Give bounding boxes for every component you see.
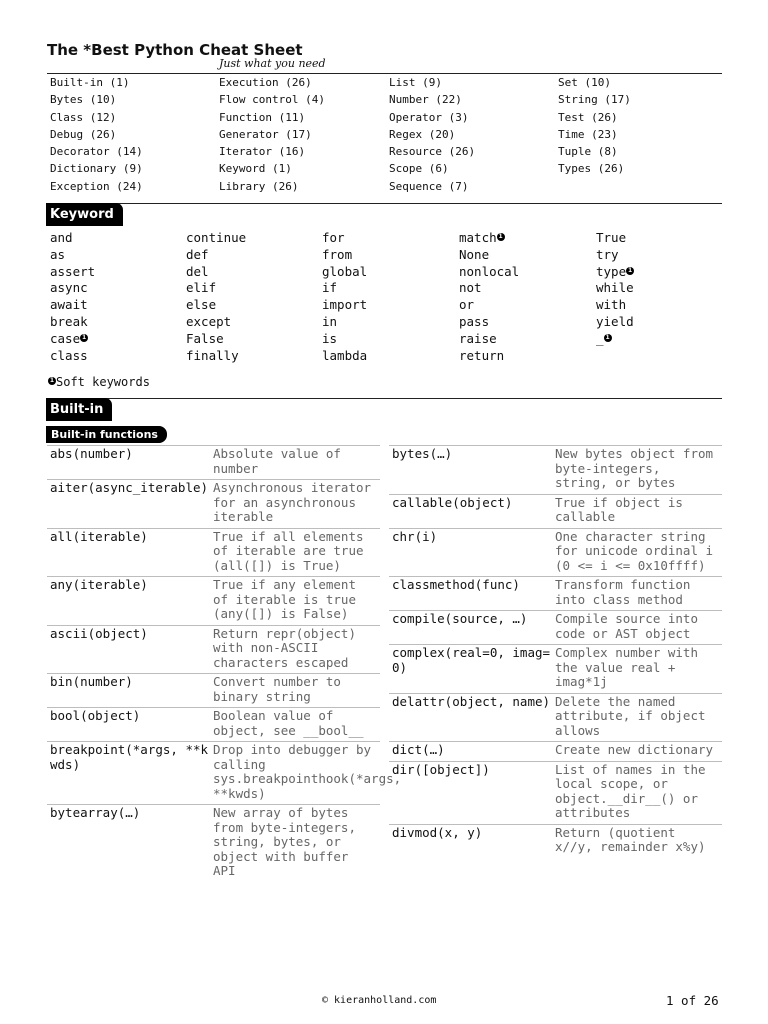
- function-description: Complex number with the value real + imag*1j: [555, 645, 698, 689]
- keyword-text: and: [50, 230, 73, 245]
- keyword-item: [459, 314, 519, 331]
- toc-link[interactable]: Regex (20): [389, 127, 456, 141]
- toc-link[interactable]: Dictionary (9): [50, 162, 143, 176]
- function-signature: complex(real=0, imag=0): [392, 645, 551, 675]
- toc-column: [50, 76, 143, 197]
- header-rule: [47, 73, 722, 74]
- keyword-item: [186, 280, 246, 297]
- keyword-text: pass: [459, 313, 490, 329]
- function-description: Convert number to binary string: [213, 674, 341, 704]
- keyword-text: assert: [50, 263, 96, 279]
- function-description: Transform function into class method: [555, 577, 691, 607]
- keyword-item: [322, 280, 367, 297]
- soft-keywords-label: Soft keywords: [56, 375, 150, 389]
- keyword-item: [186, 247, 246, 264]
- function-row: [47, 479, 380, 528]
- function-signature: classmethod(func): [392, 577, 520, 592]
- function-signature: abs(number): [50, 446, 133, 461]
- function-signature: bytearray(…): [50, 805, 141, 820]
- keyword-text: match: [459, 230, 497, 245]
- keyword-text: with: [596, 297, 627, 313]
- keyword-text: nonlocal: [459, 263, 520, 279]
- keyword-item: [596, 331, 634, 348]
- keyword-item: [322, 230, 367, 247]
- soft-keywords-note: [48, 375, 150, 389]
- function-description: Boolean value of object, see __bool__: [213, 708, 364, 738]
- keyword-item: [596, 280, 634, 297]
- function-signature: dir([object]): [392, 761, 490, 777]
- toc-link[interactable]: Resource (26): [389, 145, 476, 159]
- keyword-text: if: [322, 280, 338, 296]
- function-signature: any(iterable): [50, 577, 148, 592]
- function-row: [389, 494, 722, 528]
- soft-keyword-marker-icon: 1: [498, 233, 503, 240]
- keyword-text: raise: [459, 330, 497, 346]
- keyword-text: else: [186, 297, 217, 313]
- function-description: Compile source into code or AST object: [555, 611, 698, 641]
- function-signature: bin(number): [50, 674, 133, 689]
- keyword-column: [186, 230, 246, 364]
- function-row: [389, 610, 722, 644]
- keyword-text: try: [596, 246, 619, 262]
- keyword-item: [322, 264, 367, 281]
- keyword-item: [186, 348, 246, 365]
- function-description: Delete the named attribute, if object allows: [555, 693, 706, 738]
- keyword-text: import: [322, 297, 368, 313]
- keyword-item: [50, 230, 95, 247]
- keyword-item: [459, 247, 519, 264]
- keyword-text: while: [596, 280, 634, 296]
- toc-link[interactable]: Bytes (10): [50, 93, 117, 107]
- keyword-text: def: [186, 246, 209, 262]
- toc-link[interactable]: Keyword (1): [219, 162, 292, 176]
- keyword-text: async: [50, 280, 88, 296]
- function-row: [47, 673, 380, 707]
- keyword-item: [186, 297, 246, 314]
- keyword-text: type: [596, 263, 627, 279]
- keyword-item: [50, 348, 95, 365]
- keyword-item: [186, 314, 246, 331]
- function-signature: callable(object): [392, 494, 513, 510]
- keyword-text: lambda: [322, 347, 368, 363]
- toc-link[interactable]: Execution (26): [219, 76, 312, 89]
- function-signature: compile(source, …): [392, 611, 528, 626]
- function-row: [389, 576, 722, 610]
- keyword-text: _: [596, 330, 604, 346]
- function-row: [47, 528, 380, 577]
- keyword-rule: [47, 203, 722, 204]
- keyword-item: [50, 297, 95, 314]
- keyword-item: [186, 264, 246, 281]
- function-signature: aiter(async_iterable): [50, 480, 209, 495]
- keyword-item: [186, 331, 246, 348]
- toc-link[interactable]: Time (23): [558, 127, 618, 141]
- keyword-item: [596, 297, 634, 314]
- function-description: True if object is callable: [555, 494, 683, 524]
- keyword-text: finally: [186, 347, 239, 363]
- keyword-text: global: [322, 263, 368, 279]
- keyword-item: [50, 264, 95, 281]
- keyword-column: [596, 230, 634, 348]
- function-signature: ascii(object): [50, 625, 148, 641]
- keyword-text: case: [50, 330, 81, 346]
- toc-link[interactable]: Exception (24): [50, 179, 143, 193]
- keyword-item: [459, 230, 519, 247]
- function-description: List of names in the local scope, or object.__dir__() or attributes: [555, 761, 706, 820]
- keyword-item: [322, 314, 367, 331]
- function-description: True if any element of iterable is true (any([]) is False): [213, 577, 356, 621]
- keyword-item: [596, 230, 634, 247]
- function-description: One character string for unicode ordinal i (0 <= i <= 0x10ffff): [555, 528, 714, 573]
- function-row: [389, 824, 722, 858]
- function-row: [389, 761, 722, 824]
- function-row: [47, 804, 380, 882]
- footer-site: © kieranholland.com: [322, 995, 437, 1006]
- builtin-functions-right-table: [389, 445, 722, 858]
- function-row: [389, 528, 722, 577]
- footer-page-number: 1 of 26: [666, 993, 719, 1008]
- toc-link[interactable]: Generator (17): [219, 127, 312, 141]
- function-description: Return repr(object) with non-ASCII characters escaped: [213, 625, 356, 670]
- builtin-functions-tag: Built-in functions: [46, 426, 167, 443]
- function-description: New bytes object from byte-integers, string, or bytes: [555, 446, 714, 490]
- keyword-item: [50, 280, 95, 297]
- keyword-item: [322, 331, 367, 348]
- toc-link[interactable]: String (17): [558, 93, 631, 107]
- keyword-text: class: [50, 347, 88, 363]
- keyword-column: [459, 230, 519, 364]
- builtin-section-tag: Built-in: [46, 398, 112, 421]
- function-row: [47, 576, 380, 625]
- keyword-item: [459, 348, 519, 365]
- keyword-text: is: [322, 330, 338, 346]
- toc-link[interactable]: Debug (26): [50, 127, 117, 141]
- function-signature: divmod(x, y): [392, 824, 483, 840]
- page-title: The *Best Python Cheat Sheet: [47, 41, 303, 59]
- keyword-text: continue: [186, 230, 247, 245]
- soft-keyword-marker-icon: 1: [82, 333, 87, 341]
- toc-link[interactable]: Tuple (8): [558, 145, 618, 159]
- function-description: True if all elements of iterable are true (all([]) is True): [213, 528, 364, 573]
- toc-column: [389, 76, 475, 197]
- toc-link[interactable]: Scope (6): [389, 162, 449, 176]
- keyword-text: not: [459, 280, 482, 296]
- function-description: Return (quotient x//y, remainder x%y): [555, 824, 706, 854]
- keyword-text: None: [459, 246, 490, 262]
- keyword-text: except: [186, 313, 232, 329]
- function-row: [47, 741, 402, 804]
- keyword-item: [50, 247, 95, 264]
- keyword-text: for: [322, 230, 345, 245]
- keyword-column: [50, 230, 95, 364]
- keyword-item: [50, 314, 95, 331]
- function-row: [389, 445, 722, 494]
- keyword-text: True: [596, 230, 627, 245]
- function-signature: breakpoint(*args, **kwds): [50, 742, 209, 772]
- function-signature: delattr(object, name): [392, 693, 551, 709]
- keyword-item: [596, 247, 634, 264]
- keyword-text: as: [50, 246, 66, 262]
- keyword-text: await: [50, 297, 88, 313]
- toc-column: [219, 76, 325, 197]
- keyword-text: return: [459, 347, 505, 363]
- toc-link[interactable]: Types (26): [558, 162, 625, 176]
- keyword-item: [322, 247, 367, 264]
- keyword-section-tag: Keyword: [46, 203, 123, 226]
- builtin-rule: [47, 398, 722, 399]
- soft-keyword-marker-icon: 1: [628, 266, 633, 274]
- keyword-item: [459, 280, 519, 297]
- keyword-text: del: [186, 263, 209, 279]
- soft-keyword-marker-icon: 1: [605, 333, 610, 341]
- soft-keyword-marker-icon: 1: [49, 377, 55, 384]
- function-signature: bytes(…): [392, 446, 453, 461]
- keyword-item: [322, 297, 367, 314]
- keyword-text: from: [322, 246, 353, 262]
- function-row: [389, 693, 722, 742]
- toc-link[interactable]: Flow control (4): [219, 93, 325, 107]
- toc-link[interactable]: Test (26): [558, 110, 618, 124]
- keyword-text: or: [459, 297, 475, 313]
- toc-link[interactable]: List (9): [389, 76, 442, 89]
- function-signature: chr(i): [392, 528, 438, 544]
- function-row: [47, 707, 380, 741]
- keyword-item: [596, 264, 634, 281]
- toc-link[interactable]: Operator (3): [389, 110, 469, 124]
- keyword-text: yield: [596, 313, 634, 329]
- keyword-text: break: [50, 313, 88, 329]
- toc-link[interactable]: Set (10): [558, 76, 611, 89]
- toc-link[interactable]: Function (11): [219, 110, 306, 124]
- function-row: [47, 445, 380, 479]
- toc-link[interactable]: Decorator (14): [50, 145, 143, 159]
- function-row: [47, 625, 380, 674]
- toc-link[interactable]: Sequence (7): [389, 179, 469, 193]
- keyword-item: [186, 230, 246, 247]
- keyword-text: elif: [186, 280, 217, 296]
- toc-link[interactable]: Built-in (1): [50, 76, 130, 89]
- function-signature: all(iterable): [50, 528, 148, 544]
- function-description: Absolute value of number: [213, 446, 341, 476]
- keyword-text: False: [186, 330, 224, 346]
- function-description: Asynchronous iterator for an asynchronous iterable: [213, 480, 372, 524]
- function-description: Create new dictionary: [555, 742, 714, 757]
- keyword-item: [322, 348, 367, 365]
- keyword-item: [596, 314, 634, 331]
- toc-link[interactable]: Class (12): [50, 110, 117, 124]
- function-row: [389, 644, 722, 693]
- toc-column: [558, 76, 631, 180]
- function-signature: bool(object): [50, 708, 141, 723]
- keyword-item: [459, 297, 519, 314]
- function-description: Drop into debugger by calling sys.breakpointhook(*args, **kwds): [213, 742, 402, 801]
- keyword-item: [459, 331, 519, 348]
- function-signature: dict(…): [392, 742, 445, 757]
- toc-link[interactable]: Number (22): [389, 93, 462, 107]
- function-description: New array of bytes from byte-integers, string, bytes, or object with buffer API: [213, 805, 356, 878]
- keyword-column: [322, 230, 367, 364]
- page-tagline: Just what you need: [219, 57, 326, 70]
- keyword-text: in: [322, 313, 338, 329]
- keyword-item: [459, 264, 519, 281]
- function-row: [389, 741, 722, 761]
- keyword-item: [50, 331, 95, 348]
- builtin-functions-left-table: [47, 445, 402, 882]
- toc-link[interactable]: Iterator (16): [219, 145, 306, 159]
- toc-link[interactable]: Library (26): [219, 179, 299, 193]
